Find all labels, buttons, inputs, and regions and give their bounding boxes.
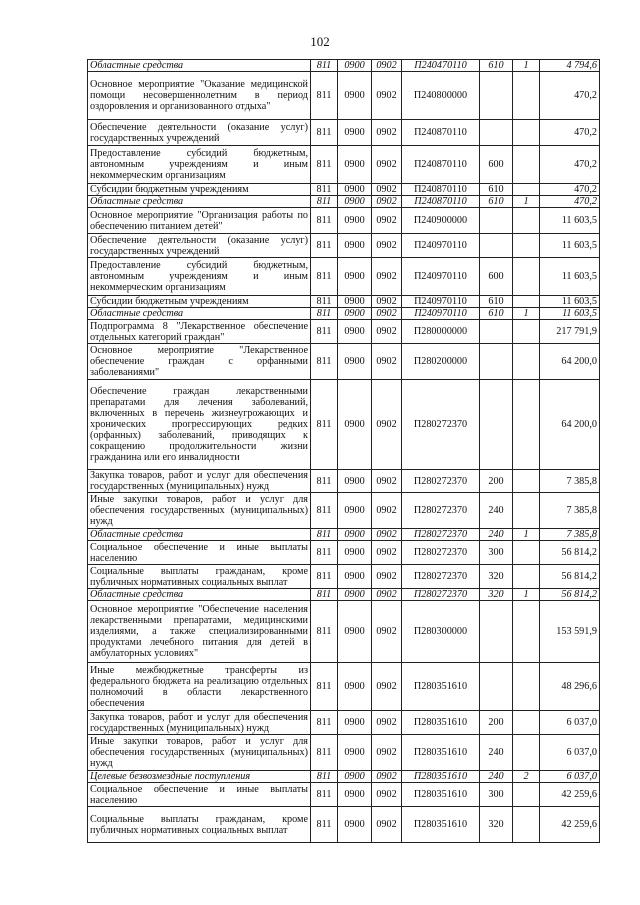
row-name: Основное мероприятие "Организация работы по обеспечению питанием детей" xyxy=(88,208,311,234)
subsection-code: 0902 xyxy=(372,196,402,208)
expense-type-code: 610 xyxy=(480,196,513,208)
target-article-code: П280000000 xyxy=(402,320,480,344)
subsection-code: 0902 xyxy=(372,234,402,258)
ministry-code: 811 xyxy=(311,380,338,470)
target-article-code: П280272370 xyxy=(402,565,480,589)
source-code xyxy=(513,601,540,663)
ministry-code: 811 xyxy=(311,196,338,208)
expense-type-code: 200 xyxy=(480,470,513,493)
ministry-code: 811 xyxy=(311,493,338,529)
ministry-code: 811 xyxy=(311,470,338,493)
amount: 48 296,6 xyxy=(540,663,600,711)
amount: 64 200,0 xyxy=(540,344,600,380)
row-name: Основное мероприятие "Лекарственное обеспечение граждан с орфанными заболеваниями" xyxy=(88,344,311,380)
amount: 42 259,6 xyxy=(540,807,600,843)
source-code xyxy=(513,296,540,308)
subsection-code: 0902 xyxy=(372,380,402,470)
ministry-code: 811 xyxy=(311,258,338,296)
expense-type-code: 610 xyxy=(480,60,513,72)
table-row xyxy=(88,258,600,296)
source-code: 1 xyxy=(513,60,540,72)
ministry-code: 811 xyxy=(311,711,338,735)
section-code: 0900 xyxy=(338,771,372,783)
table-row xyxy=(88,296,600,308)
subsection-code: 0902 xyxy=(372,258,402,296)
source-code xyxy=(513,184,540,196)
target-article-code: П240970110 xyxy=(402,296,480,308)
ministry-code: 811 xyxy=(311,663,338,711)
target-article-code: П280351610 xyxy=(402,735,480,771)
expense-type-code: 600 xyxy=(480,146,513,184)
amount: 11 603,5 xyxy=(540,308,600,320)
amount: 4 794,6 xyxy=(540,60,600,72)
expense-type-code xyxy=(480,234,513,258)
subsection-code: 0902 xyxy=(372,308,402,320)
row-name: Областные средства xyxy=(88,589,311,601)
source-code: 1 xyxy=(513,589,540,601)
section-code: 0900 xyxy=(338,60,372,72)
section-code: 0900 xyxy=(338,72,372,120)
row-name: Обеспечение деятельности (оказание услуг) государственных учреждений xyxy=(88,120,311,146)
subsection-code: 0902 xyxy=(372,296,402,308)
row-name: Областные средства xyxy=(88,308,311,320)
ministry-code: 811 xyxy=(311,60,338,72)
funding-source-row xyxy=(88,60,600,72)
target-article-code: П280351610 xyxy=(402,711,480,735)
table-row xyxy=(88,470,600,493)
funding-source-row xyxy=(88,529,600,541)
source-code: 1 xyxy=(513,196,540,208)
expense-type-code: 300 xyxy=(480,783,513,807)
ministry-code: 811 xyxy=(311,735,338,771)
source-code xyxy=(513,470,540,493)
amount: 6 037,0 xyxy=(540,771,600,783)
target-article-code: П280200000 xyxy=(402,344,480,380)
target-article-code: П240870110 xyxy=(402,120,480,146)
row-name: Основное мероприятие "Обеспечение населения лекарственными препаратами, медицинскими изделиями, а также специализированными продуктами лечебного питания для детей в амбулаторных условиях" xyxy=(88,601,311,663)
page-number: 102 xyxy=(310,34,330,49)
target-article-code: П280351610 xyxy=(402,807,480,843)
source-code xyxy=(513,344,540,380)
table-row xyxy=(88,565,600,589)
row-name: Социальное обеспечение и иные выплаты населению xyxy=(88,783,311,807)
source-code: 2 xyxy=(513,771,540,783)
expense-type-code: 240 xyxy=(480,735,513,771)
subsection-code: 0902 xyxy=(372,320,402,344)
section-code: 0900 xyxy=(338,258,372,296)
table-row xyxy=(88,735,600,771)
target-article-code: П280272370 xyxy=(402,493,480,529)
amount: 56 814,2 xyxy=(540,565,600,589)
table-row xyxy=(88,380,600,470)
row-name: Целевые безвозмездные поступления xyxy=(88,771,311,783)
source-code xyxy=(513,493,540,529)
source-code xyxy=(513,120,540,146)
section-code: 0900 xyxy=(338,529,372,541)
amount: 7 385,8 xyxy=(540,529,600,541)
ministry-code: 811 xyxy=(311,565,338,589)
table-row xyxy=(88,807,600,843)
target-article-code: П240970110 xyxy=(402,234,480,258)
row-name: Закупка товаров, работ и услуг для обеспечения государственных (муниципальных) нужд xyxy=(88,470,311,493)
source-code xyxy=(513,807,540,843)
ministry-code: 811 xyxy=(311,208,338,234)
amount: 470,2 xyxy=(540,196,600,208)
target-article-code: П280351610 xyxy=(402,783,480,807)
source-code xyxy=(513,711,540,735)
amount: 217 791,9 xyxy=(540,320,600,344)
expense-type-code: 600 xyxy=(480,258,513,296)
table-row xyxy=(88,541,600,565)
amount: 11 603,5 xyxy=(540,258,600,296)
subsection-code: 0902 xyxy=(372,589,402,601)
target-article-code: П280351610 xyxy=(402,663,480,711)
funding-source-row xyxy=(88,308,600,320)
target-article-code: П280300000 xyxy=(402,601,480,663)
source-code xyxy=(513,565,540,589)
expense-type-code xyxy=(480,320,513,344)
row-name: Обеспечение деятельности (оказание услуг) государственных учреждений xyxy=(88,234,311,258)
ministry-code: 811 xyxy=(311,320,338,344)
subsection-code: 0902 xyxy=(372,344,402,380)
target-article-code: П280272370 xyxy=(402,470,480,493)
section-code: 0900 xyxy=(338,783,372,807)
row-name: Субсидии бюджетным учреждениям xyxy=(88,296,311,308)
subsection-code: 0902 xyxy=(372,470,402,493)
expense-type-code: 610 xyxy=(480,184,513,196)
row-name: Социальные выплаты гражданам, кроме публичных нормативных социальных выплат xyxy=(88,807,311,843)
amount: 7 385,8 xyxy=(540,493,600,529)
target-article-code: П280272370 xyxy=(402,541,480,565)
table-row xyxy=(88,711,600,735)
amount: 470,2 xyxy=(540,72,600,120)
target-article-code: П240870110 xyxy=(402,184,480,196)
target-article-code: П240470110 xyxy=(402,60,480,72)
ministry-code: 811 xyxy=(311,783,338,807)
row-name: Социальное обеспечение и иные выплаты населению xyxy=(88,541,311,565)
table-row xyxy=(88,72,600,120)
amount: 6 037,0 xyxy=(540,735,600,771)
section-code: 0900 xyxy=(338,380,372,470)
ministry-code: 811 xyxy=(311,234,338,258)
subsection-code: 0902 xyxy=(372,663,402,711)
subsection-code: 0902 xyxy=(372,601,402,663)
section-code: 0900 xyxy=(338,146,372,184)
subsection-code: 0902 xyxy=(372,146,402,184)
amount: 7 385,8 xyxy=(540,470,600,493)
row-name: Иные закупки товаров, работ и услуг для обеспечения государственных (муниципальных) нужд xyxy=(88,493,311,529)
funding-source-row xyxy=(88,771,600,783)
table-row xyxy=(88,208,600,234)
expense-type-code xyxy=(480,208,513,234)
expense-type-code xyxy=(480,663,513,711)
expense-type-code: 240 xyxy=(480,529,513,541)
subsection-code: 0902 xyxy=(372,565,402,589)
ministry-code: 811 xyxy=(311,72,338,120)
subsection-code: 0902 xyxy=(372,771,402,783)
row-name: Областные средства xyxy=(88,196,311,208)
ministry-code: 811 xyxy=(311,120,338,146)
source-code xyxy=(513,72,540,120)
amount: 11 603,5 xyxy=(540,296,600,308)
ministry-code: 811 xyxy=(311,308,338,320)
amount: 6 037,0 xyxy=(540,711,600,735)
row-name: Подпрограмма 8 "Лекарственное обеспечение отдельных категорий граждан" xyxy=(88,320,311,344)
subsection-code: 0902 xyxy=(372,735,402,771)
row-name: Предоставление субсидий бюджетным, автономным учреждениям и иным некоммерческим организациям xyxy=(88,146,311,184)
source-code: 1 xyxy=(513,529,540,541)
section-code: 0900 xyxy=(338,320,372,344)
row-name: Предоставление субсидий бюджетным, автономным учреждениям и иным некоммерческим организациям xyxy=(88,258,311,296)
funding-source-row xyxy=(88,196,600,208)
target-article-code: П240800000 xyxy=(402,72,480,120)
table-row xyxy=(88,120,600,146)
source-code xyxy=(513,380,540,470)
target-article-code: П280272370 xyxy=(402,380,480,470)
subsection-code: 0902 xyxy=(372,208,402,234)
expense-type-code xyxy=(480,380,513,470)
section-code: 0900 xyxy=(338,711,372,735)
expense-type-code: 240 xyxy=(480,493,513,529)
expense-type-code: 610 xyxy=(480,296,513,308)
row-name: Субсидии бюджетным учреждениям xyxy=(88,184,311,196)
target-article-code: П280272370 xyxy=(402,589,480,601)
subsection-code: 0902 xyxy=(372,184,402,196)
row-name: Социальные выплаты гражданам, кроме публичных нормативных социальных выплат xyxy=(88,565,311,589)
section-code: 0900 xyxy=(338,493,372,529)
table-row xyxy=(88,234,600,258)
section-code: 0900 xyxy=(338,663,372,711)
ministry-code: 811 xyxy=(311,771,338,783)
row-name: Закупка товаров, работ и услуг для обеспечения государственных (муниципальных) нужд xyxy=(88,711,311,735)
table-row xyxy=(88,663,600,711)
ministry-code: 811 xyxy=(311,589,338,601)
amount: 470,2 xyxy=(540,184,600,196)
ministry-code: 811 xyxy=(311,296,338,308)
amount: 56 814,2 xyxy=(540,541,600,565)
source-code xyxy=(513,146,540,184)
source-code xyxy=(513,735,540,771)
target-article-code: П240870110 xyxy=(402,196,480,208)
source-code xyxy=(513,234,540,258)
expense-type-code: 320 xyxy=(480,807,513,843)
section-code: 0900 xyxy=(338,601,372,663)
source-code xyxy=(513,320,540,344)
subsection-code: 0902 xyxy=(372,120,402,146)
subsection-code: 0902 xyxy=(372,783,402,807)
section-code: 0900 xyxy=(338,735,372,771)
row-name: Иные межбюджетные трансферты из федерального бюджета на реализацию отдельных полномочий в области лекарственного обеспечения xyxy=(88,663,311,711)
table-row xyxy=(88,184,600,196)
table-row xyxy=(88,344,600,380)
budget-table xyxy=(87,59,600,843)
section-code: 0900 xyxy=(338,807,372,843)
section-code: 0900 xyxy=(338,296,372,308)
amount: 42 259,6 xyxy=(540,783,600,807)
expense-type-code: 300 xyxy=(480,541,513,565)
target-article-code: П240870110 xyxy=(402,146,480,184)
target-article-code: П240900000 xyxy=(402,208,480,234)
expense-type-code: 610 xyxy=(480,308,513,320)
source-code xyxy=(513,541,540,565)
source-code: 1 xyxy=(513,308,540,320)
amount: 470,2 xyxy=(540,120,600,146)
ministry-code: 811 xyxy=(311,529,338,541)
row-name: Основное мероприятие "Оказание медицинской помощи несовершеннолетним в период оздоровления и организованного отдыха" xyxy=(88,72,311,120)
expense-type-code: 320 xyxy=(480,565,513,589)
expense-type-code: 240 xyxy=(480,771,513,783)
expense-type-code xyxy=(480,344,513,380)
row-name: Областные средства xyxy=(88,60,311,72)
section-code: 0900 xyxy=(338,344,372,380)
amount: 11 603,5 xyxy=(540,234,600,258)
source-code xyxy=(513,783,540,807)
expense-type-code xyxy=(480,601,513,663)
target-article-code: П280272370 xyxy=(402,529,480,541)
section-code: 0900 xyxy=(338,120,372,146)
section-code: 0900 xyxy=(338,470,372,493)
section-code: 0900 xyxy=(338,565,372,589)
subsection-code: 0902 xyxy=(372,711,402,735)
subsection-code: 0902 xyxy=(372,807,402,843)
section-code: 0900 xyxy=(338,541,372,565)
section-code: 0900 xyxy=(338,208,372,234)
subsection-code: 0902 xyxy=(372,541,402,565)
subsection-code: 0902 xyxy=(372,60,402,72)
table-row xyxy=(88,493,600,529)
expense-type-code xyxy=(480,72,513,120)
target-article-code: П240970110 xyxy=(402,258,480,296)
ministry-code: 811 xyxy=(311,601,338,663)
subsection-code: 0902 xyxy=(372,493,402,529)
ministry-code: 811 xyxy=(311,184,338,196)
section-code: 0900 xyxy=(338,196,372,208)
source-code xyxy=(513,663,540,711)
row-name: Обеспечение граждан лекарственными препаратами для лечения заболеваний, включенных в перечень жизнеугрожающих и хронических прогрессирующих редких (орфанных) заболеваний, приводящих к сокращению продолжительности жизни гражданина или его инвалидности xyxy=(88,380,311,470)
section-code: 0900 xyxy=(338,308,372,320)
ministry-code: 811 xyxy=(311,807,338,843)
source-code xyxy=(513,258,540,296)
row-name: Иные закупки товаров, работ и услуг для обеспечения государственных (муниципальных) нужд xyxy=(88,735,311,771)
section-code: 0900 xyxy=(338,184,372,196)
subsection-code: 0902 xyxy=(372,529,402,541)
section-code: 0900 xyxy=(338,589,372,601)
amount: 64 200,0 xyxy=(540,380,600,470)
table-row xyxy=(88,601,600,663)
table-row xyxy=(88,783,600,807)
amount: 470,2 xyxy=(540,146,600,184)
ministry-code: 811 xyxy=(311,541,338,565)
expense-type-code: 320 xyxy=(480,589,513,601)
table-row xyxy=(88,146,600,184)
ministry-code: 811 xyxy=(311,146,338,184)
expense-type-code xyxy=(480,120,513,146)
row-name: Областные средства xyxy=(88,529,311,541)
table-row xyxy=(88,320,600,344)
funding-source-row xyxy=(88,589,600,601)
source-code xyxy=(513,208,540,234)
target-article-code: П280351610 xyxy=(402,771,480,783)
ministry-code: 811 xyxy=(311,344,338,380)
subsection-code: 0902 xyxy=(372,72,402,120)
amount: 56 814,2 xyxy=(540,589,600,601)
target-article-code: П240970110 xyxy=(402,308,480,320)
amount: 11 603,5 xyxy=(540,208,600,234)
section-code: 0900 xyxy=(338,234,372,258)
amount: 153 591,9 xyxy=(540,601,600,663)
expense-type-code: 200 xyxy=(480,711,513,735)
